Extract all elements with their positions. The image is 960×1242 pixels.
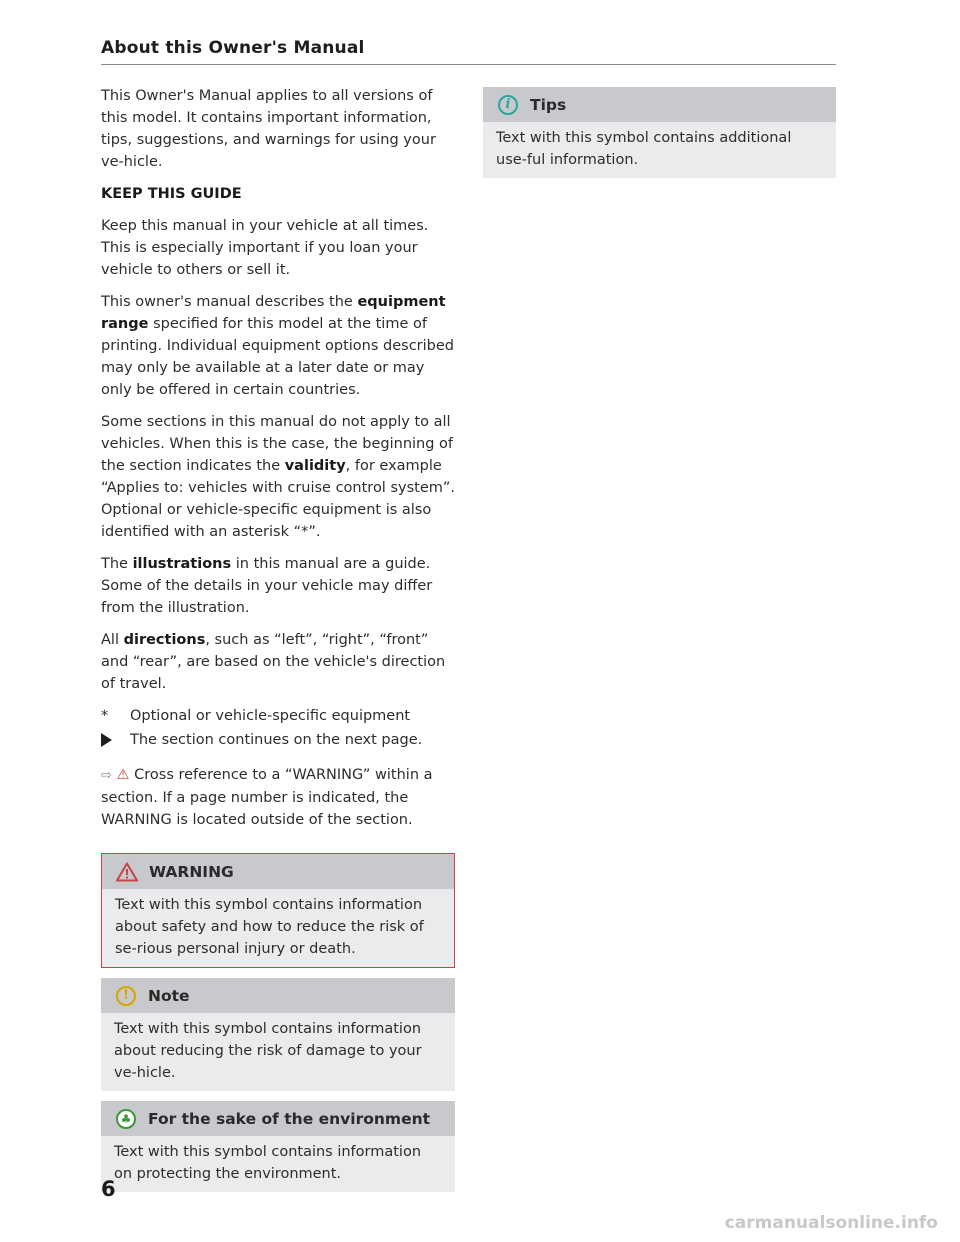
note-box-title: Note [148, 986, 190, 1005]
environment-box-title: For the sake of the environment [148, 1109, 431, 1128]
environment-box-header [101, 1101, 455, 1136]
validity-paragraph [101, 411, 455, 543]
directions-text-post: , such as “left”, “right”, “front” and “rear”, are based on the vehicle's direction of travel. [101, 632, 446, 692]
equipment-paragraph [101, 291, 455, 401]
environment-tree-icon: ♣ [116, 1109, 136, 1129]
directions-term: directions [123, 632, 206, 648]
warning-box-title: WARNING [149, 862, 234, 881]
continue-description: The section continues on the next page. [130, 732, 423, 748]
note-box-text: Text with this symbol contains information about reducing the risk of damage to your ve-hicle. [101, 1013, 455, 1091]
warning-box [101, 853, 455, 968]
validity-text-pre: Some sections in this manual do not apply to all vehicles. When this is the case, the beginning of the section indicates the [101, 414, 454, 474]
warning-icon [115, 860, 139, 884]
note-icon: ! [116, 986, 136, 1006]
page-number: 6 [101, 1177, 116, 1201]
legend-asterisk-row [101, 705, 455, 727]
warning-triangle-icon: ⚠ [116, 767, 130, 783]
illustrations-term: illustrations [132, 556, 232, 572]
legend-continue-row [101, 729, 455, 754]
validity-text-post: , for example “Applies to: vehicles with cruise control system”. Optional or vehicle-specific equipment is also identified with an asterisk “*”. [101, 458, 455, 540]
illustrations-text-pre: The [101, 556, 133, 572]
tips-box-text: Text with this symbol contains additional use-ful information. [483, 122, 836, 178]
asterisk-symbol: * [101, 708, 109, 724]
illustrations-paragraph [101, 553, 455, 619]
validity-term: validity [284, 458, 346, 474]
directions-paragraph [101, 629, 455, 695]
xref-description: Cross reference to a “WARNING” within a section. If a page number is indicated, the WARNING is located outside of the section. [101, 767, 433, 828]
tips-box [483, 87, 836, 178]
intro-paragraph: This Owner's Manual applies to all versions of this model. It contains important information, tips, suggestions, and warnings for using your ve-hicle. [101, 88, 436, 170]
tips-box-header [483, 87, 836, 122]
info-icon: i [498, 95, 518, 115]
equipment-text-pre: This owner's manual describes the [101, 294, 358, 310]
environment-box [101, 1101, 455, 1192]
equipment-text-post: specified for this model at the time of printing. Individual equipment options described may only be available at a later date or may only be offered in certain countries. [101, 316, 454, 398]
note-box-header [101, 978, 455, 1013]
keep-guide-paragraph: Keep this manual in your vehicle at all times. This is especially important if you loan your vehicle to others or sell it. [101, 218, 429, 278]
page-title: About this Owner's Manual [101, 38, 365, 58]
xref-arrow-icon: ⇨ [101, 768, 112, 783]
keep-guide-heading: KEEP THIS GUIDE [101, 186, 242, 202]
environment-box-text: Text with this symbol contains information on protecting the environment. [101, 1136, 455, 1192]
watermark: carmanualsonline.info [724, 1213, 938, 1233]
warning-box-text: Text with this symbol contains information about safety and how to reduce the risk of se-rious personal injury or death. [102, 889, 454, 967]
illustrations-text-post: in this manual are a guide. Some of the details in your vehicle may differ from the illustration. [101, 556, 433, 616]
warning-box-header [102, 854, 454, 889]
asterisk-description: Optional or vehicle-specific equipment [130, 708, 411, 724]
note-box [101, 978, 455, 1091]
right-column [483, 87, 836, 188]
left-column [101, 85, 455, 1202]
continue-arrow-icon [101, 733, 112, 747]
equipment-range-term: equipment range [101, 294, 446, 332]
header-divider [101, 64, 836, 65]
directions-text-pre: All [101, 632, 124, 648]
tips-box-title: Tips [530, 95, 567, 114]
xref-paragraph [101, 764, 455, 831]
